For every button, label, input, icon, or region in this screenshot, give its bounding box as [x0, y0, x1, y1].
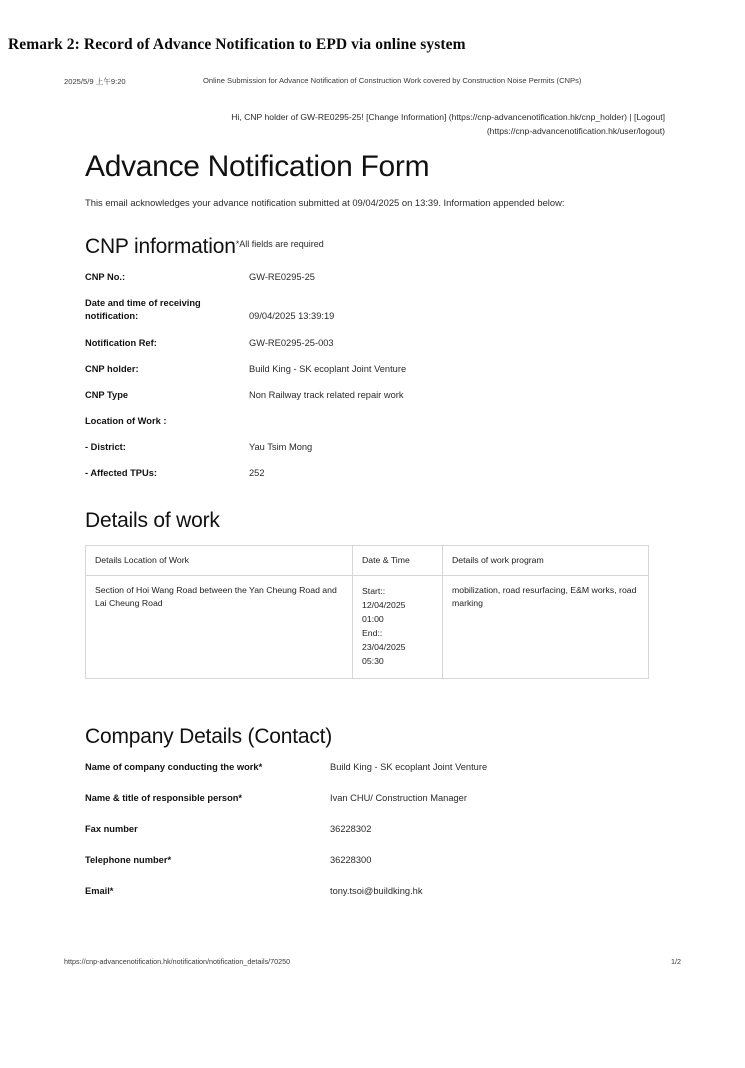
- field-value: Ivan CHU/ Construction Manager: [330, 793, 467, 803]
- field-value: tony.tsoi@buildking.hk: [330, 886, 423, 896]
- table-header-row: [86, 546, 649, 576]
- field-row-affected-tpus: [85, 467, 660, 479]
- field-row-company-name: [85, 761, 660, 773]
- field-row-email: [85, 885, 660, 897]
- field-label: Name of company conducting the work*: [85, 762, 263, 772]
- end-date: 23/04/2025: [362, 642, 406, 652]
- acknowledgement-text: This email acknowledges your advance notification submitted at 09/04/2025 on 13:39. Information appended below:: [85, 197, 565, 208]
- column-header-location: Details Location of Work: [86, 546, 353, 576]
- field-row-fax-number: [85, 823, 660, 835]
- field-row-location-of-work: [85, 415, 660, 427]
- section-cnp-information: [85, 235, 660, 479]
- cell-date-time: [353, 576, 443, 679]
- field-label: Location of Work :: [85, 416, 167, 426]
- cnp-field-list: [85, 271, 660, 479]
- cell-work-program: mobilization, road resurfacing, E&M works, road marking: [443, 576, 649, 679]
- cell-location: Section of Hoi Wang Road between the Yan Cheung Road and Lai Cheung Road: [86, 576, 353, 679]
- start-date: 12/04/2025: [362, 600, 406, 610]
- field-value: GW-RE0295-25: [249, 272, 315, 282]
- field-label: CNP No.:: [85, 272, 126, 282]
- print-header: [0, 76, 745, 90]
- session-greeting-line[interactable]: Hi, CNP holder of GW-RE0295-25! [Change Information] (https://cnp-advancenotification.hk/cnp_holder) | [Logout]: [231, 112, 665, 122]
- field-value: Yau Tsim Mong: [249, 442, 313, 452]
- page-title: Advance Notification Form: [85, 150, 430, 183]
- field-value: 09/04/2025 13:39:19: [249, 311, 335, 321]
- remark-heading: Remark 2: Record of Advance Notification to EPD via online system: [8, 36, 466, 53]
- end-label: End::: [362, 628, 383, 638]
- footer-page-number: 1/2: [671, 957, 681, 966]
- print-header-title: Online Submission for Advance Notification of Construction Work covered by Construction Noise Permits (CNPs): [203, 76, 582, 85]
- field-label: Telephone number*: [85, 855, 172, 865]
- field-value: Non Railway track related repair work: [249, 390, 404, 400]
- company-details-heading: Company Details (Contact): [85, 725, 333, 748]
- field-label: CNP holder:: [85, 364, 139, 374]
- field-label: CNP Type: [85, 390, 129, 400]
- field-label: Notification Ref:: [85, 338, 157, 348]
- field-label: [85, 297, 245, 323]
- start-time: 01:00: [362, 614, 384, 624]
- field-label: Fax number: [85, 824, 138, 834]
- print-header-date: 2025/5/9 上午9:20: [64, 77, 126, 86]
- column-header-date-time: Date & Time: [353, 546, 443, 576]
- field-row-district: [85, 441, 660, 453]
- print-footer: [0, 957, 745, 969]
- field-row-cnp-no: [85, 271, 660, 283]
- field-value: 36228300: [330, 855, 372, 865]
- field-row-telephone-number: [85, 854, 660, 866]
- field-label: - District:: [85, 442, 126, 452]
- field-value: 36228302: [330, 824, 372, 834]
- field-label: - Affected TPUs:: [85, 468, 157, 478]
- field-label-line1: Date and time of receiving: [85, 298, 201, 308]
- document-body: [85, 150, 660, 916]
- section-details-of-work: [85, 509, 660, 679]
- details-of-work-table: [85, 545, 649, 679]
- field-row-cnp-type: [85, 389, 660, 401]
- company-field-list: [85, 761, 660, 897]
- required-fields-note: *All fields are required: [235, 239, 324, 249]
- field-label-line2: notification:: [85, 311, 139, 321]
- field-row-responsible-person: [85, 792, 660, 804]
- field-row-cnp-holder: [85, 363, 660, 375]
- column-header-work-program: Details of work program: [443, 546, 649, 576]
- field-row-notification-ref: [85, 337, 660, 349]
- field-value: Build King - SK ecoplant Joint Venture: [330, 762, 488, 772]
- footer-url: https://cnp-advancenotification.hk/notification/notification_details/70250: [64, 957, 291, 966]
- start-label: Start::: [362, 586, 386, 596]
- field-value: GW-RE0295-25-003: [249, 338, 334, 348]
- end-time: 05:30: [362, 656, 384, 666]
- cnp-information-heading: CNP information: [85, 235, 236, 258]
- details-of-work-heading: Details of work: [85, 509, 220, 532]
- logout-url-line[interactable]: (https://cnp-advancenotification.hk/user/logout): [486, 126, 665, 136]
- field-value: 252: [249, 468, 265, 478]
- table-row: [86, 576, 649, 679]
- session-info: [85, 110, 665, 138]
- field-value: Build King - SK ecoplant Joint Venture: [249, 364, 407, 374]
- section-company-details: [85, 725, 660, 897]
- field-label: Email*: [85, 886, 114, 896]
- field-label: Name & title of responsible person*: [85, 793, 243, 803]
- field-row-receiving-datetime: [85, 297, 660, 323]
